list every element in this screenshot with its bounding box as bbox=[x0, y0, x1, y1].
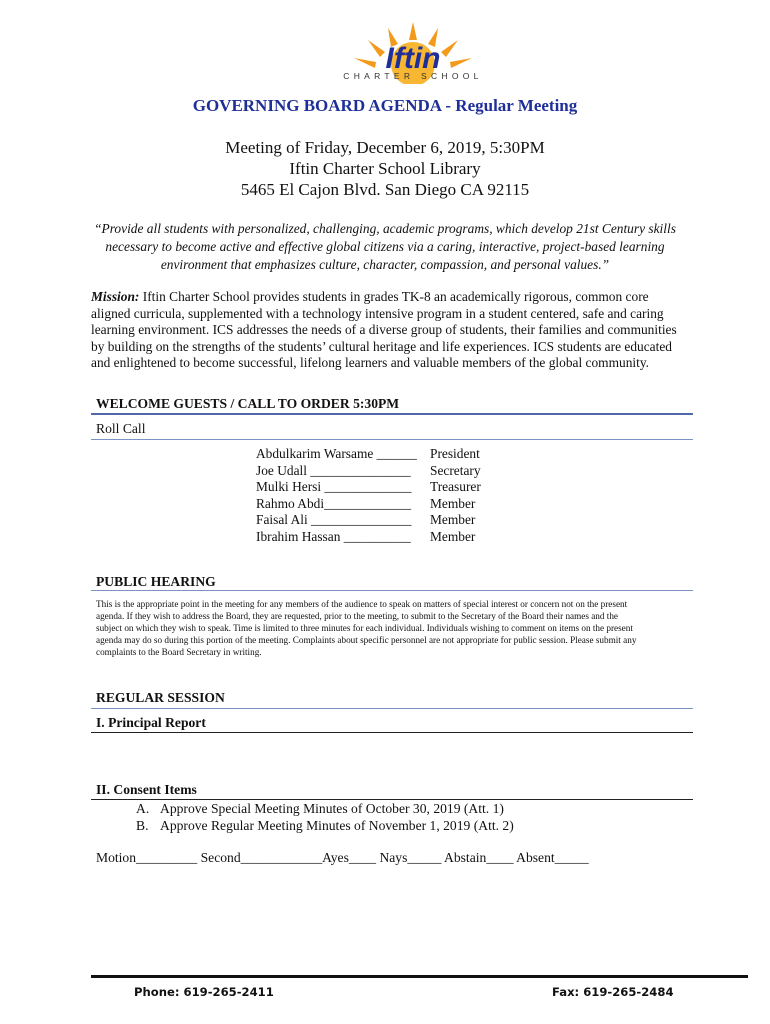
meeting-date: Meeting of Friday, December 6, 2019, 5:30PM bbox=[225, 138, 545, 157]
logo-subtitle: CHARTER SCHOOL bbox=[343, 71, 483, 81]
member-role: Member bbox=[430, 495, 476, 511]
vision-statement: “Provide all students with personalized, challenging, academic programs, which develop 21st Century skills necessary to become active and effective global citizens via a caring, interactive, project-based learning environment that emphasizes culture, character, compassion, and personal values.” bbox=[94, 221, 676, 272]
school-logo bbox=[318, 22, 508, 84]
meeting-address: 5465 El Cajon Blvd. San Diego CA 92115 bbox=[240, 180, 530, 199]
vote-record-line: Motion_________ Second____________Ayes____ Nays_____ Abstain____ Absent_____ bbox=[96, 850, 589, 865]
consent-item-marker: B. bbox=[136, 818, 149, 833]
member-role: Member bbox=[430, 512, 476, 527]
roll-call-label: Roll Call bbox=[96, 421, 146, 436]
section-divider bbox=[91, 413, 693, 415]
public-hearing-heading: PUBLIC HEARING bbox=[96, 574, 216, 589]
page-title: GOVERNING BOARD AGENDA - Regular Meeting bbox=[192, 96, 578, 115]
member-name: Joe Udall _______________ bbox=[256, 462, 411, 478]
regular-session-heading: REGULAR SESSION bbox=[96, 690, 225, 705]
footer-phone: Phone: 619-265-2411 bbox=[134, 985, 274, 999]
member-name: Rahmo Abdi_____________ bbox=[256, 495, 412, 511]
member-name: Mulki Hersi _____________ bbox=[256, 479, 412, 494]
section-divider bbox=[91, 799, 693, 800]
consent-item-b: Approve Regular Meeting Minutes of November 1, 2019 (Att. 2) bbox=[160, 818, 514, 833]
section-divider bbox=[91, 439, 693, 440]
member-role: Treasurer bbox=[430, 479, 481, 494]
footer-fax: Fax: 619-265-2484 bbox=[552, 985, 674, 999]
member-role: Secretary bbox=[430, 462, 481, 478]
consent-item-a: Approve Special Meeting Minutes of October 30, 2019 (Att. 1) bbox=[160, 801, 504, 816]
mission-label: Mission: bbox=[91, 289, 140, 304]
logo-text: Iftin bbox=[385, 42, 441, 75]
member-role: Member bbox=[430, 528, 476, 544]
member-name: Abdulkarim Warsame ______ bbox=[256, 446, 417, 461]
member-role: President bbox=[430, 446, 480, 461]
section-divider bbox=[91, 708, 693, 709]
section-divider bbox=[91, 732, 693, 733]
mission-statement: Mission: Iftin Charter School provides students in grades TK-8 an academically rigorous, common core aligned curricula, supplemented with a technology intensive program in a student centered, safe and caring learning environment. ICS addresses the needs of a diverse group of students, their families and communities by building on the strengths of the students’ cultural heritage and life experiences. ICS students are educated and enlightened to become successful, lifelong learners and valuable members of the global community. bbox=[91, 289, 677, 370]
public-hearing-text: This is the appropriate point in the meeting for any members of the audience to speak on matters of special interest or concern not on the present agenda. If they wish to address the Board, they are requested, prior to the meeting, to submit to the Secretary of the Board their names and the subject on which they wish to speak. Time is limited to three minutes for each individual. Individuals wishing to comment on items on the present agenda may do so during this portion of the meeting. Complaints about specific personnel are not appropriate for public session. Please submit any complaints to the Board Secretary in writing. bbox=[96, 599, 637, 657]
principal-report-heading: I. Principal Report bbox=[96, 715, 206, 730]
consent-items-heading: II. Consent Items bbox=[96, 782, 197, 797]
meeting-location: Iftin Charter School Library bbox=[289, 159, 481, 178]
footer-divider bbox=[91, 975, 748, 978]
welcome-heading: WELCOME GUESTS / CALL TO ORDER 5:30PM bbox=[96, 396, 400, 411]
member-name: Faisal Ali _______________ bbox=[256, 512, 412, 527]
member-name: Ibrahim Hassan __________ bbox=[256, 528, 411, 544]
consent-item-marker: A. bbox=[136, 801, 150, 816]
section-divider bbox=[91, 590, 693, 591]
